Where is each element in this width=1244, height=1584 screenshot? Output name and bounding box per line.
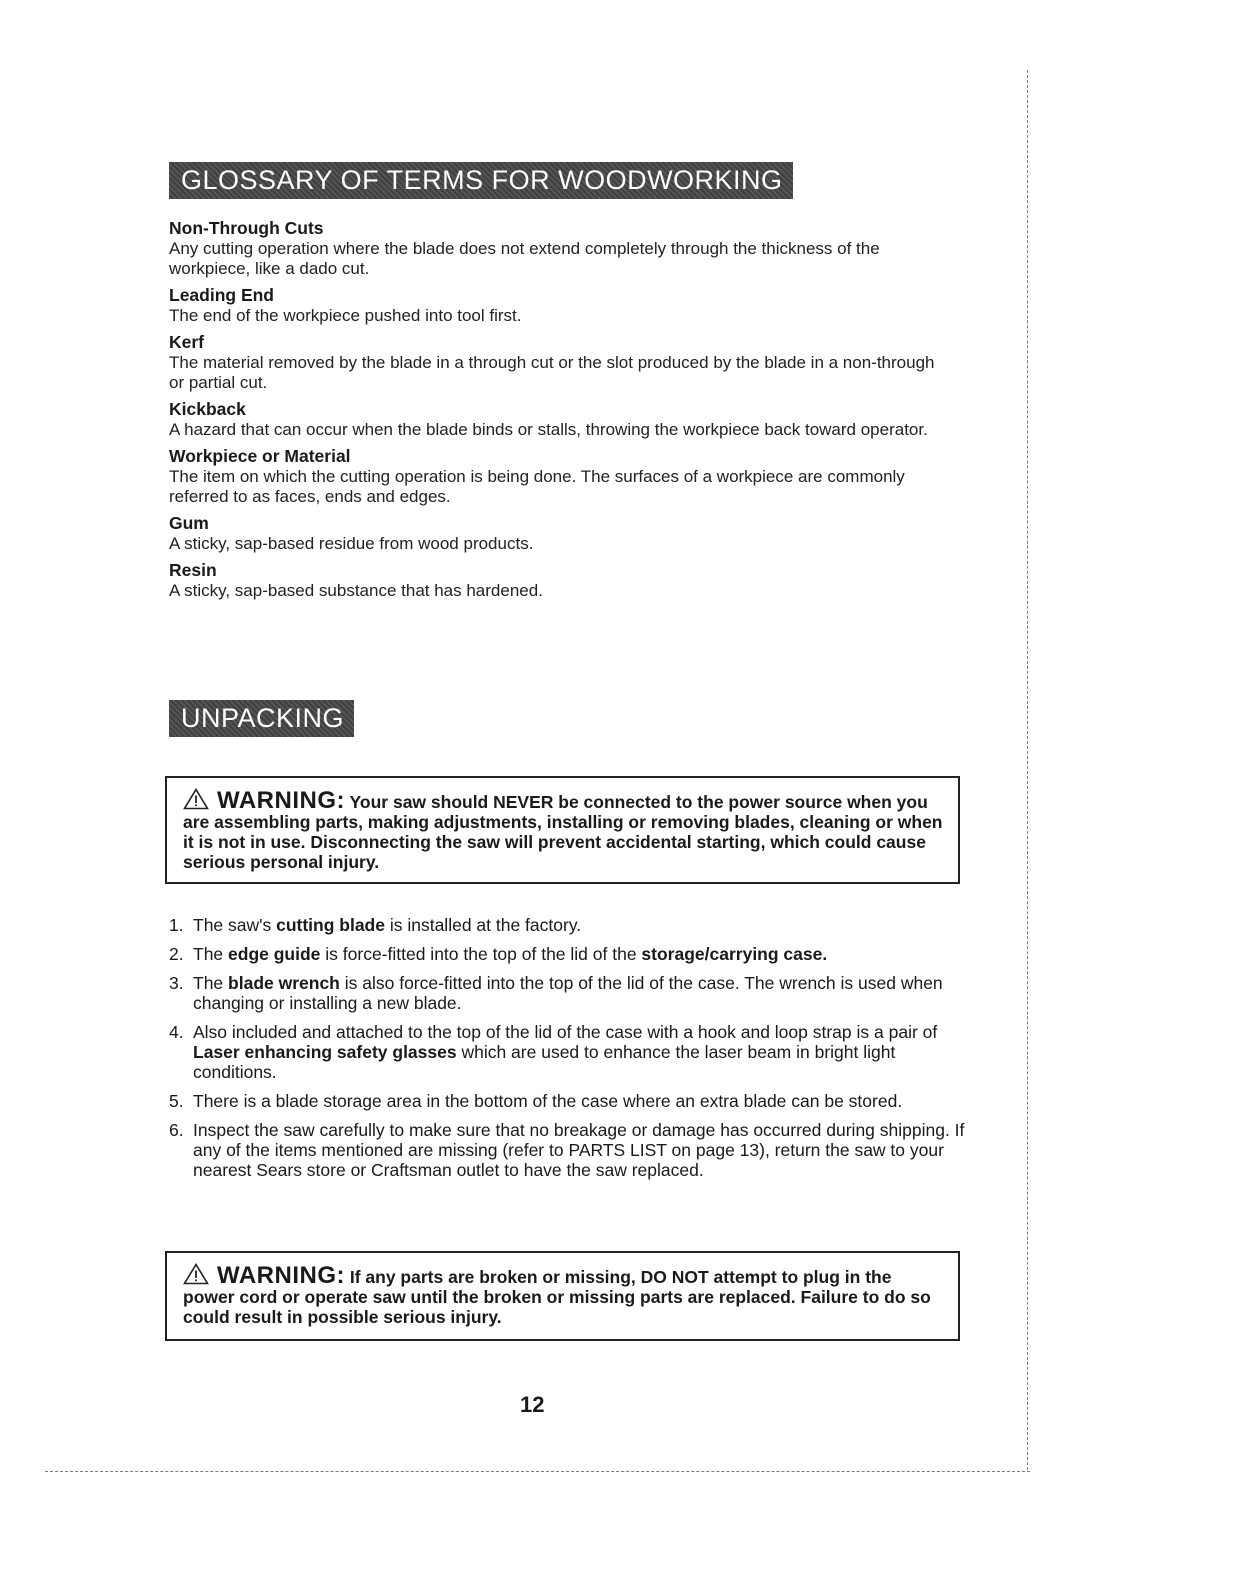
warning-box-missing-parts [165,1251,960,1341]
page-number: 12 [520,1392,545,1417]
step-emphasis: Laser enhancing safety glasses [193,1042,457,1062]
unpacking-steps [169,915,969,1189]
glossary-term [169,218,949,279]
list-item [169,1120,969,1180]
step-number: 2. [169,944,184,964]
term-name: Kerf [169,332,205,352]
term-name: Kickback [169,399,246,419]
term-name: Resin [169,560,217,580]
glossary-term [169,285,949,326]
term-name: Workpiece or Material [169,446,351,466]
step-emphasis: cutting blade [276,915,385,935]
term-definition: The end of the workpiece pushed into tool first. [169,306,522,325]
step-emphasis: storage/carrying case. [641,944,828,964]
step-emphasis: edge guide [228,944,321,964]
unpacking-heading: UNPACKING [169,700,354,737]
term-definition: A sticky, sap-based residue from wood products. [169,534,534,553]
list-item [169,915,969,935]
warning-label: WARNING: [217,1262,345,1289]
step-emphasis: blade wrench [228,973,340,993]
step-number: 3. [169,973,184,993]
glossary-term [169,560,949,601]
warning-triangle-icon [183,788,209,810]
list-item [169,973,969,1013]
term-definition: The item on which the cutting operation is being done. The surfaces of a workpiece are commonly referred to as faces, ends and edges. [169,467,905,506]
step-number: 1. [169,915,184,935]
step-text: Also included and attached to the top of the lid of the case with a hook and loop strap is a pair of [193,1022,938,1042]
list-item [169,1091,969,1111]
step-text: is installed at the factory. [384,915,582,935]
warning-text: If any parts are broken or missing, DO NOT attempt to plug in the power cord or operate saw until the broken or missing parts are replaced. Failure to do so could result in possible serious injury. [183,1267,931,1327]
term-definition: The material removed by the blade in a through cut or the slot produced by the blade in a non-through or partial cut. [169,353,935,392]
glossary-list [169,218,949,607]
step-text: is also force-fitted into the top of the lid of the case. The wrench is used when changing or installing a new blade. [193,973,943,1013]
step-number: 4. [169,1022,184,1042]
term-name: Non-Through Cuts [169,218,324,238]
glossary-term [169,513,949,554]
glossary-heading: GLOSSARY OF TERMS FOR WOODWORKING [169,162,793,199]
term-definition: A sticky, sap-based substance that has hardened. [169,581,543,600]
glossary-term [169,446,949,507]
warning-label: WARNING: [217,787,345,814]
step-text: The [193,944,229,964]
step-text: The saw's [193,915,277,935]
glossary-term [169,399,949,440]
term-definition: A hazard that can occur when the blade binds or stalls, throwing the workpiece back toward operator. [169,420,928,439]
step-text: which are used to enhance the laser beam in bright light conditions. [193,1042,896,1082]
list-item [169,1022,969,1082]
list-item [169,944,969,964]
term-definition: Any cutting operation where the blade does not extend completely through the thickness of the workpiece, like a dado cut. [169,239,880,278]
glossary-term [169,332,949,393]
step-text: is force-fitted into the top of the lid of the [320,944,642,964]
warning-box-disconnect [165,776,960,884]
term-name: Gum [169,513,209,533]
term-name: Leading End [169,285,274,305]
warning-triangle-icon [183,1263,209,1285]
step-number: 6. [169,1120,184,1140]
page-edge-right [1027,70,1028,1470]
warning-text: Your saw should NEVER be connected to the power source when you are assembling parts, making adjustments, installing or removing blades, cleaning or when it is not in use. Disconnecting the saw will prevent accidental starting, which could cause serious personal injury. [183,792,943,872]
step-number: 5. [169,1091,184,1111]
step-text: There is a blade storage area in the bottom of the case where an extra blade can be stored. [193,1091,903,1111]
step-text: The [193,973,229,993]
page-edge-bottom [45,1471,1030,1472]
step-text: Inspect the saw carefully to make sure that no breakage or damage has occurred during shipping. If any of the items mentioned are missing (refer to PARTS LIST on page 13), return the saw to your nearest Sears store or Craftsman outlet to have the saw replaced. [193,1120,965,1180]
